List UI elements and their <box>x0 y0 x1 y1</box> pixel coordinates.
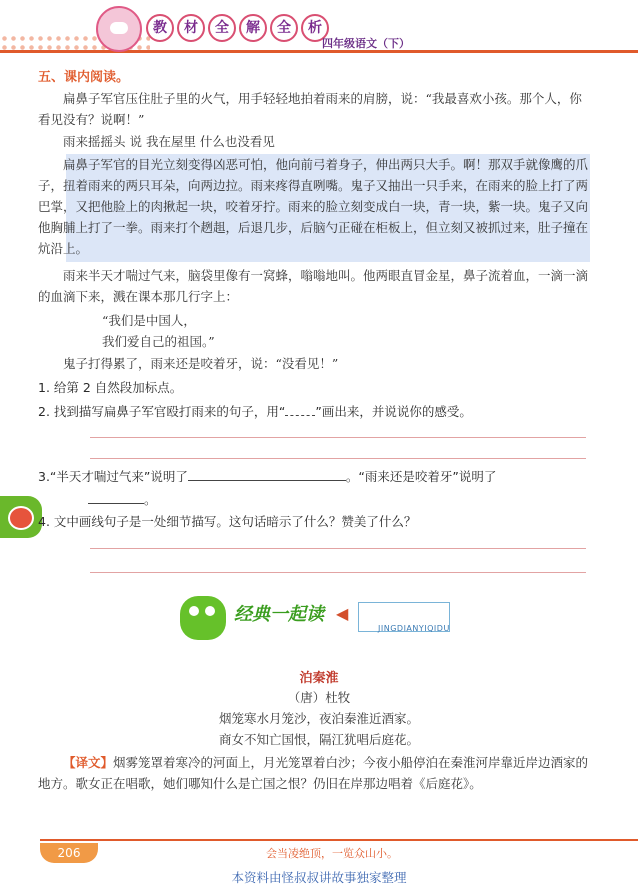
book-title <box>146 14 329 42</box>
classic-reading-banner <box>180 592 452 646</box>
answer-line[interactable] <box>90 437 586 438</box>
title-char: 全 <box>270 14 298 42</box>
question-1: 1. 给第 2 自然段加标点。 <box>38 380 183 395</box>
banner-subtitle: JINGDIANYIQIDU <box>378 624 450 633</box>
footer-rule <box>40 839 638 841</box>
question-3-text-a: 3.“半天才喘过气来”说明了 <box>38 469 188 484</box>
grade-label: 四年级语文（下） <box>322 37 410 50</box>
passage-paragraph: 雨来半天才喘过气来，脑袋里像有一窝蜂，嗡嗡地叫。他两眼直冒金星，鼻子流着血，一滴一滴的血滴下来，溅在课本那几行字上： <box>38 268 589 304</box>
poem-title: 泊秦淮 <box>299 671 339 686</box>
title-char: 析 <box>301 14 329 42</box>
question-3-text-b: 。“雨来还是咬着牙”说明了 <box>345 469 497 484</box>
title-char: 教 <box>146 14 174 42</box>
translation-text: 烟雾笼罩着寒冷的河面上，月光笼罩着白沙；今夜小船停泊在秦淮河岸靠近岸边酒家的地方。歌女正在唱歌，她们哪知什么是亡国之恨？仍旧在岸那边唱着《后庭花》。 <box>38 755 589 791</box>
passage-paragraph: 鬼子打得累了，雨来还是咬着牙，说：“没看见！” <box>63 356 339 371</box>
passage-quote: “我们是中国人， <box>102 313 196 328</box>
question-2 <box>38 402 472 420</box>
page-number: 206 <box>40 843 98 863</box>
mascot-icon <box>96 6 142 52</box>
arrow-icon: ◀ <box>336 604 349 623</box>
wavy-line-sample <box>285 415 315 416</box>
banner-title: 经典一起读 <box>234 604 324 625</box>
question-3 <box>38 467 496 485</box>
monster-mascot-icon <box>180 596 226 640</box>
header-rule <box>0 50 638 53</box>
question-3-text-c: 。 <box>144 492 157 507</box>
question-4: 4. 文中画线句子是一处细节描写。这句话暗示了什么？赞美了什么？ <box>38 514 417 529</box>
answer-line[interactable] <box>90 548 586 549</box>
translation <box>38 752 594 794</box>
translation-tag: 【译文】 <box>63 755 114 770</box>
answer-line[interactable] <box>90 572 586 573</box>
poem-line: 烟笼寒水月笼沙，夜泊秦淮近酒家。 <box>218 711 419 726</box>
passage-paragraph: 扁鼻子军官的目光立刻变得凶恶可怕，他向前弓着身子，伸出两只大手。啊！那双手就像鹰的爪子，扭着雨来的两只耳朵，向两边拉。雨来疼得直咧嘴。鬼子又抽出一只手来，在雨来的脸上打了两巴掌，又把他脸上的肉揪起一块，咬着牙拧。雨来的脸立刻变成白一块，青一块，紫一块。鬼子又向他胸脯上打了一拳。雨来打个趔趄，后退几步，后脑勺正碰在柜板上，但立刻又被抓过来，肚子撞在炕沿上。 <box>38 157 589 256</box>
answer-blank[interactable] <box>88 503 144 504</box>
poem-author: （唐）杜牧 <box>287 690 351 705</box>
section-title: 五、课内阅读。 <box>38 70 130 85</box>
passage-quote: 我们爱自己的祖国。” <box>102 334 215 349</box>
answer-blank[interactable] <box>188 480 346 481</box>
question-2-text-b: ”画出来，并说说你的感受。 <box>315 404 472 419</box>
footer-motto: 会当凌绝顶，一览众山小。 <box>266 847 398 860</box>
footer-note: 本资料由怪叔叔讲故事独家整理 <box>231 870 407 885</box>
question-2-text-a: 2. 找到描写扁鼻子军官殴打雨来的句子，用“ <box>38 404 286 419</box>
title-char: 解 <box>239 14 267 42</box>
passage-paragraph: 扁鼻子军官压住肚子里的火气，用手轻轻地拍着雨来的肩膀，说：“我最喜欢小孩。那个人，你看见没有？说啊！” <box>38 91 582 127</box>
answer-line[interactable] <box>90 458 586 459</box>
passage-paragraph: 雨来摇摇头 说 我在屋里 什么也没看见 <box>63 134 275 149</box>
title-char: 材 <box>177 14 205 42</box>
page-header <box>0 0 638 62</box>
title-char: 全 <box>208 14 236 42</box>
side-tab-icon <box>0 496 42 538</box>
question-3-cont <box>88 490 157 508</box>
poem-line: 商女不知亡国恨，隔江犹唱后庭花。 <box>218 732 419 747</box>
